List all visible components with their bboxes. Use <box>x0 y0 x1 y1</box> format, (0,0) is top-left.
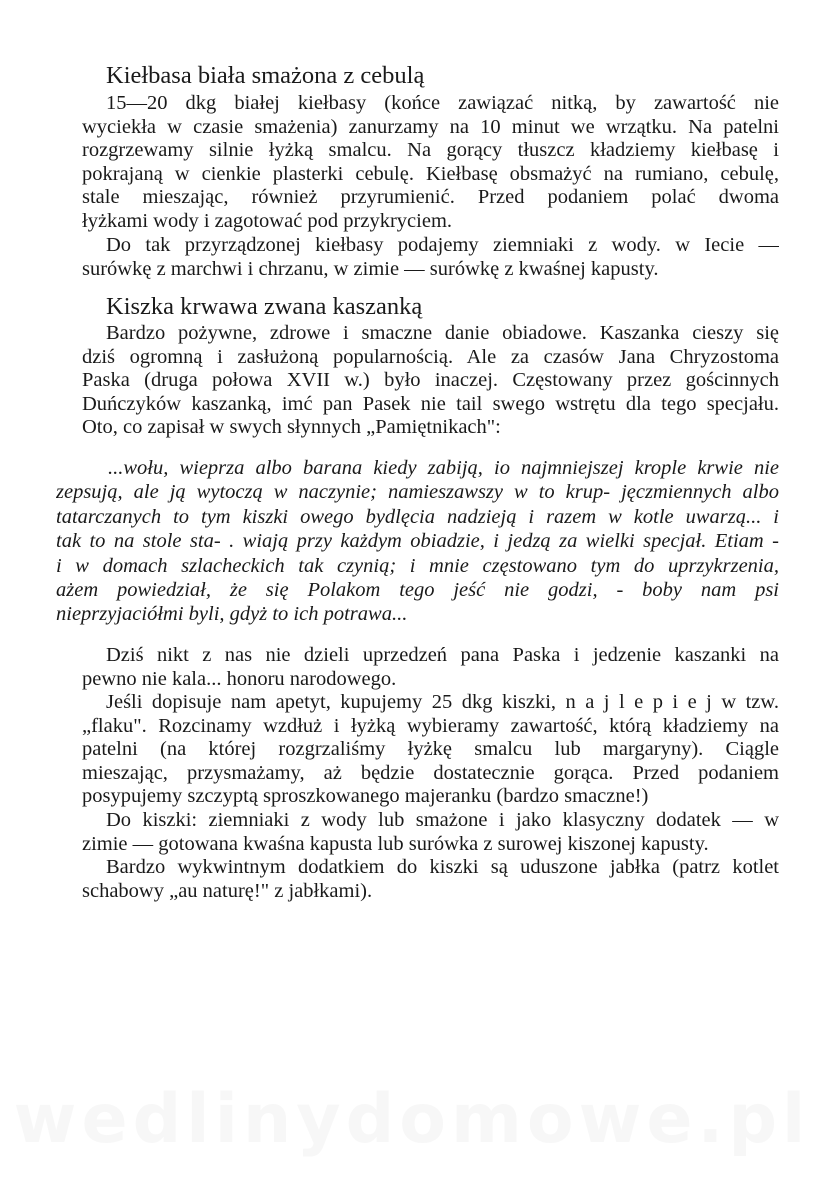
quote-line: tak to na stole sta- . wiają przy każdym obiadzie, i jedzą za wielki specjał. Etiam - <box>56 530 779 553</box>
recipe-title-kaszanka: Kiszka krwawa zwana kaszanką <box>106 293 423 320</box>
text-line: wyciekła w czasie smażenia) zanurzamy na 10 minut we wrzątku. Na patelni <box>82 115 779 138</box>
text-line: surówkę z marchwi i chrzanu, w zimie — surówkę z kwaśnej kapusty. <box>82 257 659 280</box>
quote-line: ażem powiedział, że się Polakom tego jeść nie godzi, - boby nam psi <box>56 578 779 601</box>
paragraph-kaszanka-sides <box>82 809 779 856</box>
quote-line: zepsują, ale ją wytoczą w naczynie; namieszawszy w to krup- jęczmiennych albo <box>56 481 779 504</box>
quote-line: nieprzyjaciółmi byli, gdyż to ich potrawa... <box>56 603 408 626</box>
text-line: 15—20 dkg białej kiełbasy (końce zawiązać nitką, by zawartość nie <box>106 92 779 114</box>
text-line: Dziś nikt z nas nie dzieli uprzedzeń pana Paska i jedzenie kaszanki na <box>106 644 779 666</box>
text-line: stale mieszając, również przyrumienić. Przed podaniem polać dwoma <box>82 186 779 209</box>
text-line: Oto, co zapisał w swych słynnych „Pamiętnikach": <box>82 416 501 439</box>
text-line: pokrajaną w cienkie plasterki cebulę. Kiełbasę obsmażyć na rumiano, cebulę, <box>82 162 779 185</box>
text-line: Jeśli dopisuje nam apetyt, kupujemy 25 dkg kiszki, n a j l e p i e j w tzw. <box>106 691 779 713</box>
text-line: „flaku". Rozcinamy wzdłuż i łyżką wybieramy zawartość, którą kładziemy na <box>82 714 779 737</box>
text-line: Bardzo wykwintnym dodatkiem do kiszki są uduszone jabłka (patrz kotlet <box>106 856 779 878</box>
paragraph-kaszanka-intro <box>82 322 779 440</box>
text-line: Do tak przyrządzonej kiełbasy podajemy ziemniaki z wody. w Iecie — <box>106 234 779 256</box>
text-line: posypujemy szczyptą sproszkowanego majeranku (bardzo smaczne!) <box>82 785 649 808</box>
recipe-title-kielbasa: Kiełbasa biała smażona z cebulą <box>106 62 425 89</box>
text-line: Bardzo pożywne, zdrowe i smaczne danie obiadowe. Kaszanka cieszy się <box>106 322 779 344</box>
text-line: zimie — gotowana kwaśna kapusta lub surówka z surowej kiszonej kapusty. <box>82 832 709 855</box>
text-line: dziś ogromną i zasłużoną popularnością. Ale za czasów Jana Chryzostoma <box>82 345 779 368</box>
paragraph-kaszanka-today <box>82 644 779 691</box>
text-line: Duńczyków kaszanką, imć pan Pasek nie tail swego wstrętu dla tego specjału. <box>82 392 779 415</box>
paragraph-kielbasa-serving <box>82 234 779 281</box>
paragraph-kielbasa-method <box>82 92 779 234</box>
text-line: mieszając, przysmażamy, aż będzie dostatecznie gorąca. Przed podaniem <box>82 761 779 784</box>
quote-line: i w domach szlacheckich tak czynią; i mnie częstowano tym do uprzykrzenia, <box>56 554 779 577</box>
text-line: Paska (druga połowa XVII w.) było inaczej. Częstowany przez gościnnych <box>82 369 779 392</box>
watermark: wedlinydomowe.pl <box>13 1080 811 1159</box>
quote-line: tatarczanych to tym kiszki owego bydlęcia nadzieją i razem w kotle uwarzą... i <box>56 505 779 528</box>
paragraph-kaszanka-method <box>82 691 779 809</box>
text-line: Do kiszki: ziemniaki z wody lub smażone i jako klasyczny dodatek — w <box>106 809 779 831</box>
text-line: patelni (na której rozgrzaliśmy łyżkę smalcu lub margaryny). Ciągle <box>82 738 779 761</box>
paragraph-kaszanka-apples <box>82 856 779 903</box>
quote-line: ...wołu, wieprza albo barana kiedy zabiją, io najmniejszej krople krwie nie <box>108 457 779 479</box>
text-line: łyżkami wody i zagotować pod przykryciem. <box>82 209 453 232</box>
text-line: schabowy „au naturę!" z jabłkami). <box>82 879 373 902</box>
text-line: pewno nie kala... honoru narodowego. <box>82 667 397 690</box>
text-line: rozgrzewamy silnie łyżką smalcu. Na gorący tłuszcz kładziemy kiełbasę i <box>82 139 779 162</box>
quote-pamietniki <box>56 456 779 627</box>
